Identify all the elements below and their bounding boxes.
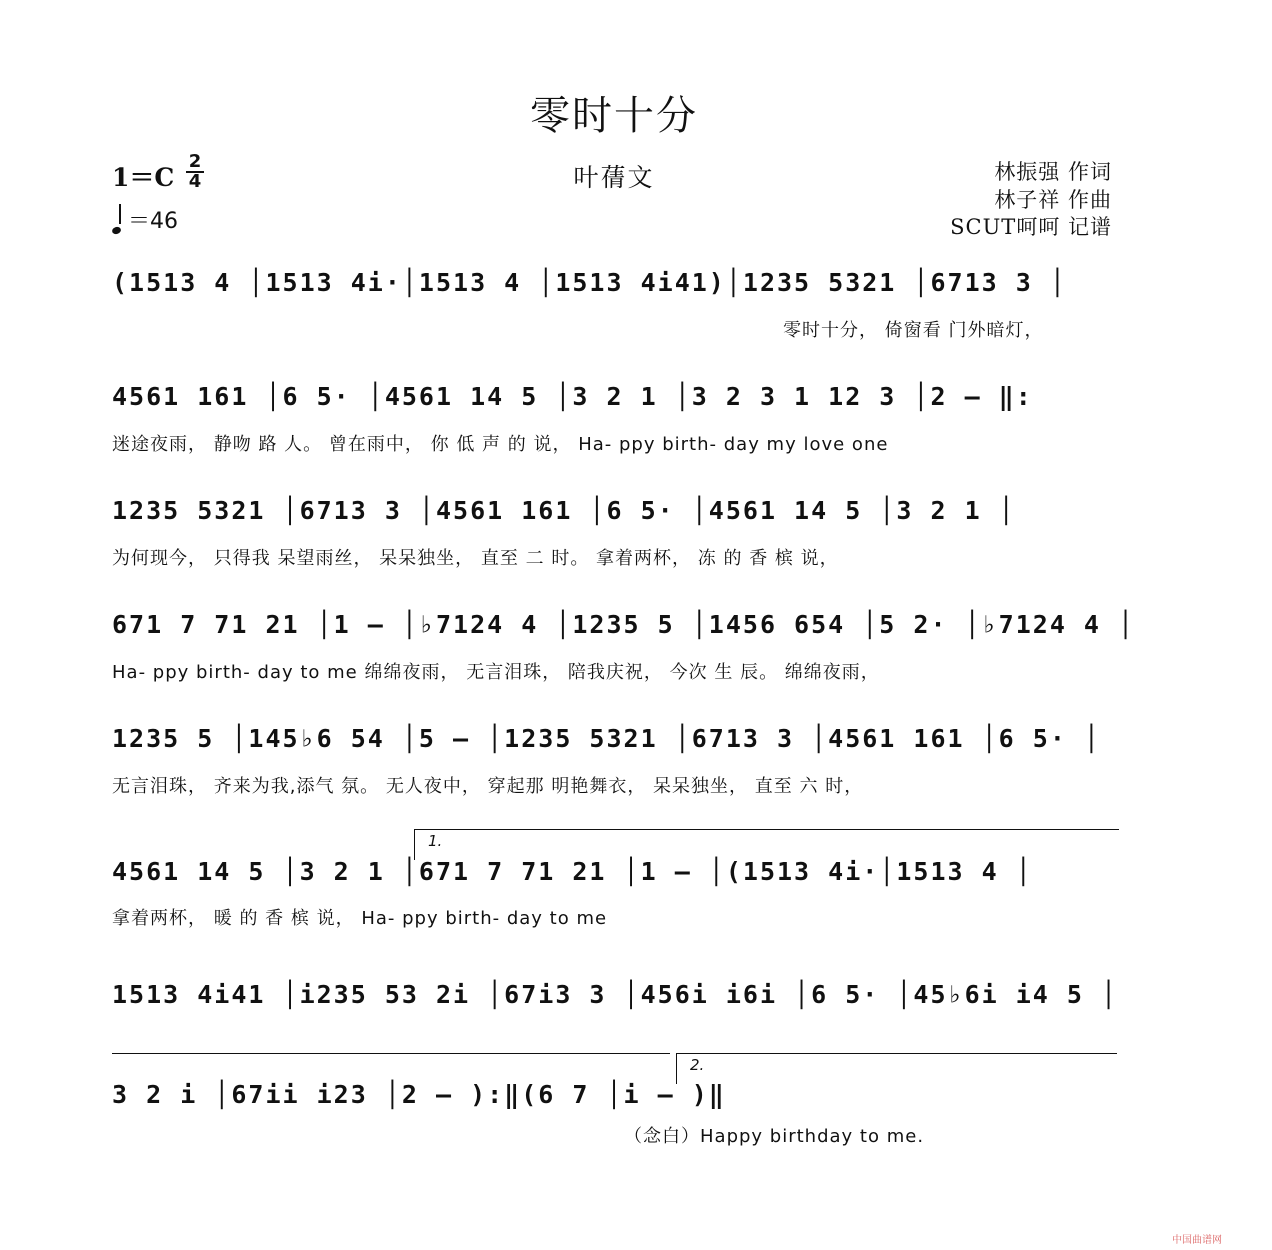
system-1-notes: (1513 4 │1513 4i·│1513 4 │1513 4i41)│1235 5321 │6713 3 │ bbox=[112, 268, 1067, 297]
singer-name: 叶蒨文 bbox=[573, 163, 655, 192]
quarter-note-icon bbox=[111, 226, 122, 236]
system-4-lyrics: Ha- ppy birth- day to me 绵绵夜雨， 无言泪珠， 陪我庆祝， 今次 生 辰。 绵绵夜雨， bbox=[112, 662, 880, 683]
tempo-value: ＝46 bbox=[128, 209, 178, 234]
system-5-notes: 1235 5 │145♭6 54 │5 – │1235 5321 │6713 3 │4561 161 │6 5· │ bbox=[112, 724, 1101, 753]
system-3-notes: 1235 5321 │6713 3 │4561 161 │6 5· │4561 14 5 │3 2 1 │ bbox=[112, 496, 1016, 525]
system-6-notes: 4561 14 5 │3 2 1 │671 7 71 21 │1 – │(1513 4i·│1513 4 │ bbox=[112, 857, 1033, 886]
meter-top: 2 bbox=[188, 151, 202, 172]
composer-credit: 林子祥 作曲 bbox=[994, 188, 1112, 212]
system-4-notes: 671 7 71 21 │1 – │♭7124 4 │1235 5 │1456 654 │5 2· │♭7124 4 │ bbox=[112, 610, 1136, 639]
watermark: 中国曲谱网 bbox=[1172, 1235, 1222, 1246]
volta-2-number: 2. bbox=[690, 1056, 705, 1074]
meter-bottom: 4 bbox=[188, 171, 202, 192]
transcriber-credit: SCUT呵呵 记谱 bbox=[950, 215, 1112, 239]
song-title: 零时十分 bbox=[530, 93, 698, 139]
system-5-lyrics: 无言泪珠， 齐来为我,添气 氛。 无人夜中， 穿起那 明艳舞衣， 呆呆独坐， 直至 六 时， bbox=[112, 776, 864, 797]
system-3-lyrics: 为何现今， 只得我 呆望雨丝， 呆呆独坐， 直至 二 时。 拿着两杯， 冻 的 香 槟 说， bbox=[112, 548, 839, 569]
tempo-marking bbox=[112, 204, 178, 235]
volta-line bbox=[112, 1053, 670, 1054]
volta-1-number: 1. bbox=[428, 832, 443, 850]
key-signature: 1＝C bbox=[112, 163, 175, 192]
lyricist-credit: 林振强 作词 bbox=[994, 160, 1112, 184]
system-2-lyrics: 迷途夜雨， 静吻 路 人。 曾在雨中， 你 低 声 的 说， Ha- ppy birth- day my love one bbox=[112, 434, 889, 455]
volta-1-bracket bbox=[414, 829, 1119, 860]
system-1-lyrics: 零时十分， 倚窗看 门外暗灯， bbox=[783, 320, 1044, 341]
system-7-notes: 1513 4i41 │i235 53 2i │67i3 3 │456i i6i │6 5· │45♭6i i4 5 │ bbox=[112, 980, 1119, 1009]
system-2-notes: 4561 161 │6 5· │4561 14 5 │3 2 1 │3 2 3 1 12 3 │2 – ‖: bbox=[112, 382, 1033, 411]
system-8-notes: 3 2 i │67ii i23 │2 – ):‖(6 7 │i – )‖ bbox=[112, 1080, 726, 1109]
time-signature bbox=[184, 153, 206, 191]
volta-2-bracket bbox=[676, 1053, 1117, 1084]
system-6-lyrics: 拿着两杯， 暖 的 香 槟 说， Ha- ppy birth- day to me bbox=[112, 908, 608, 929]
system-8-lyrics: （念白）Happy birthday to me. bbox=[624, 1126, 925, 1147]
